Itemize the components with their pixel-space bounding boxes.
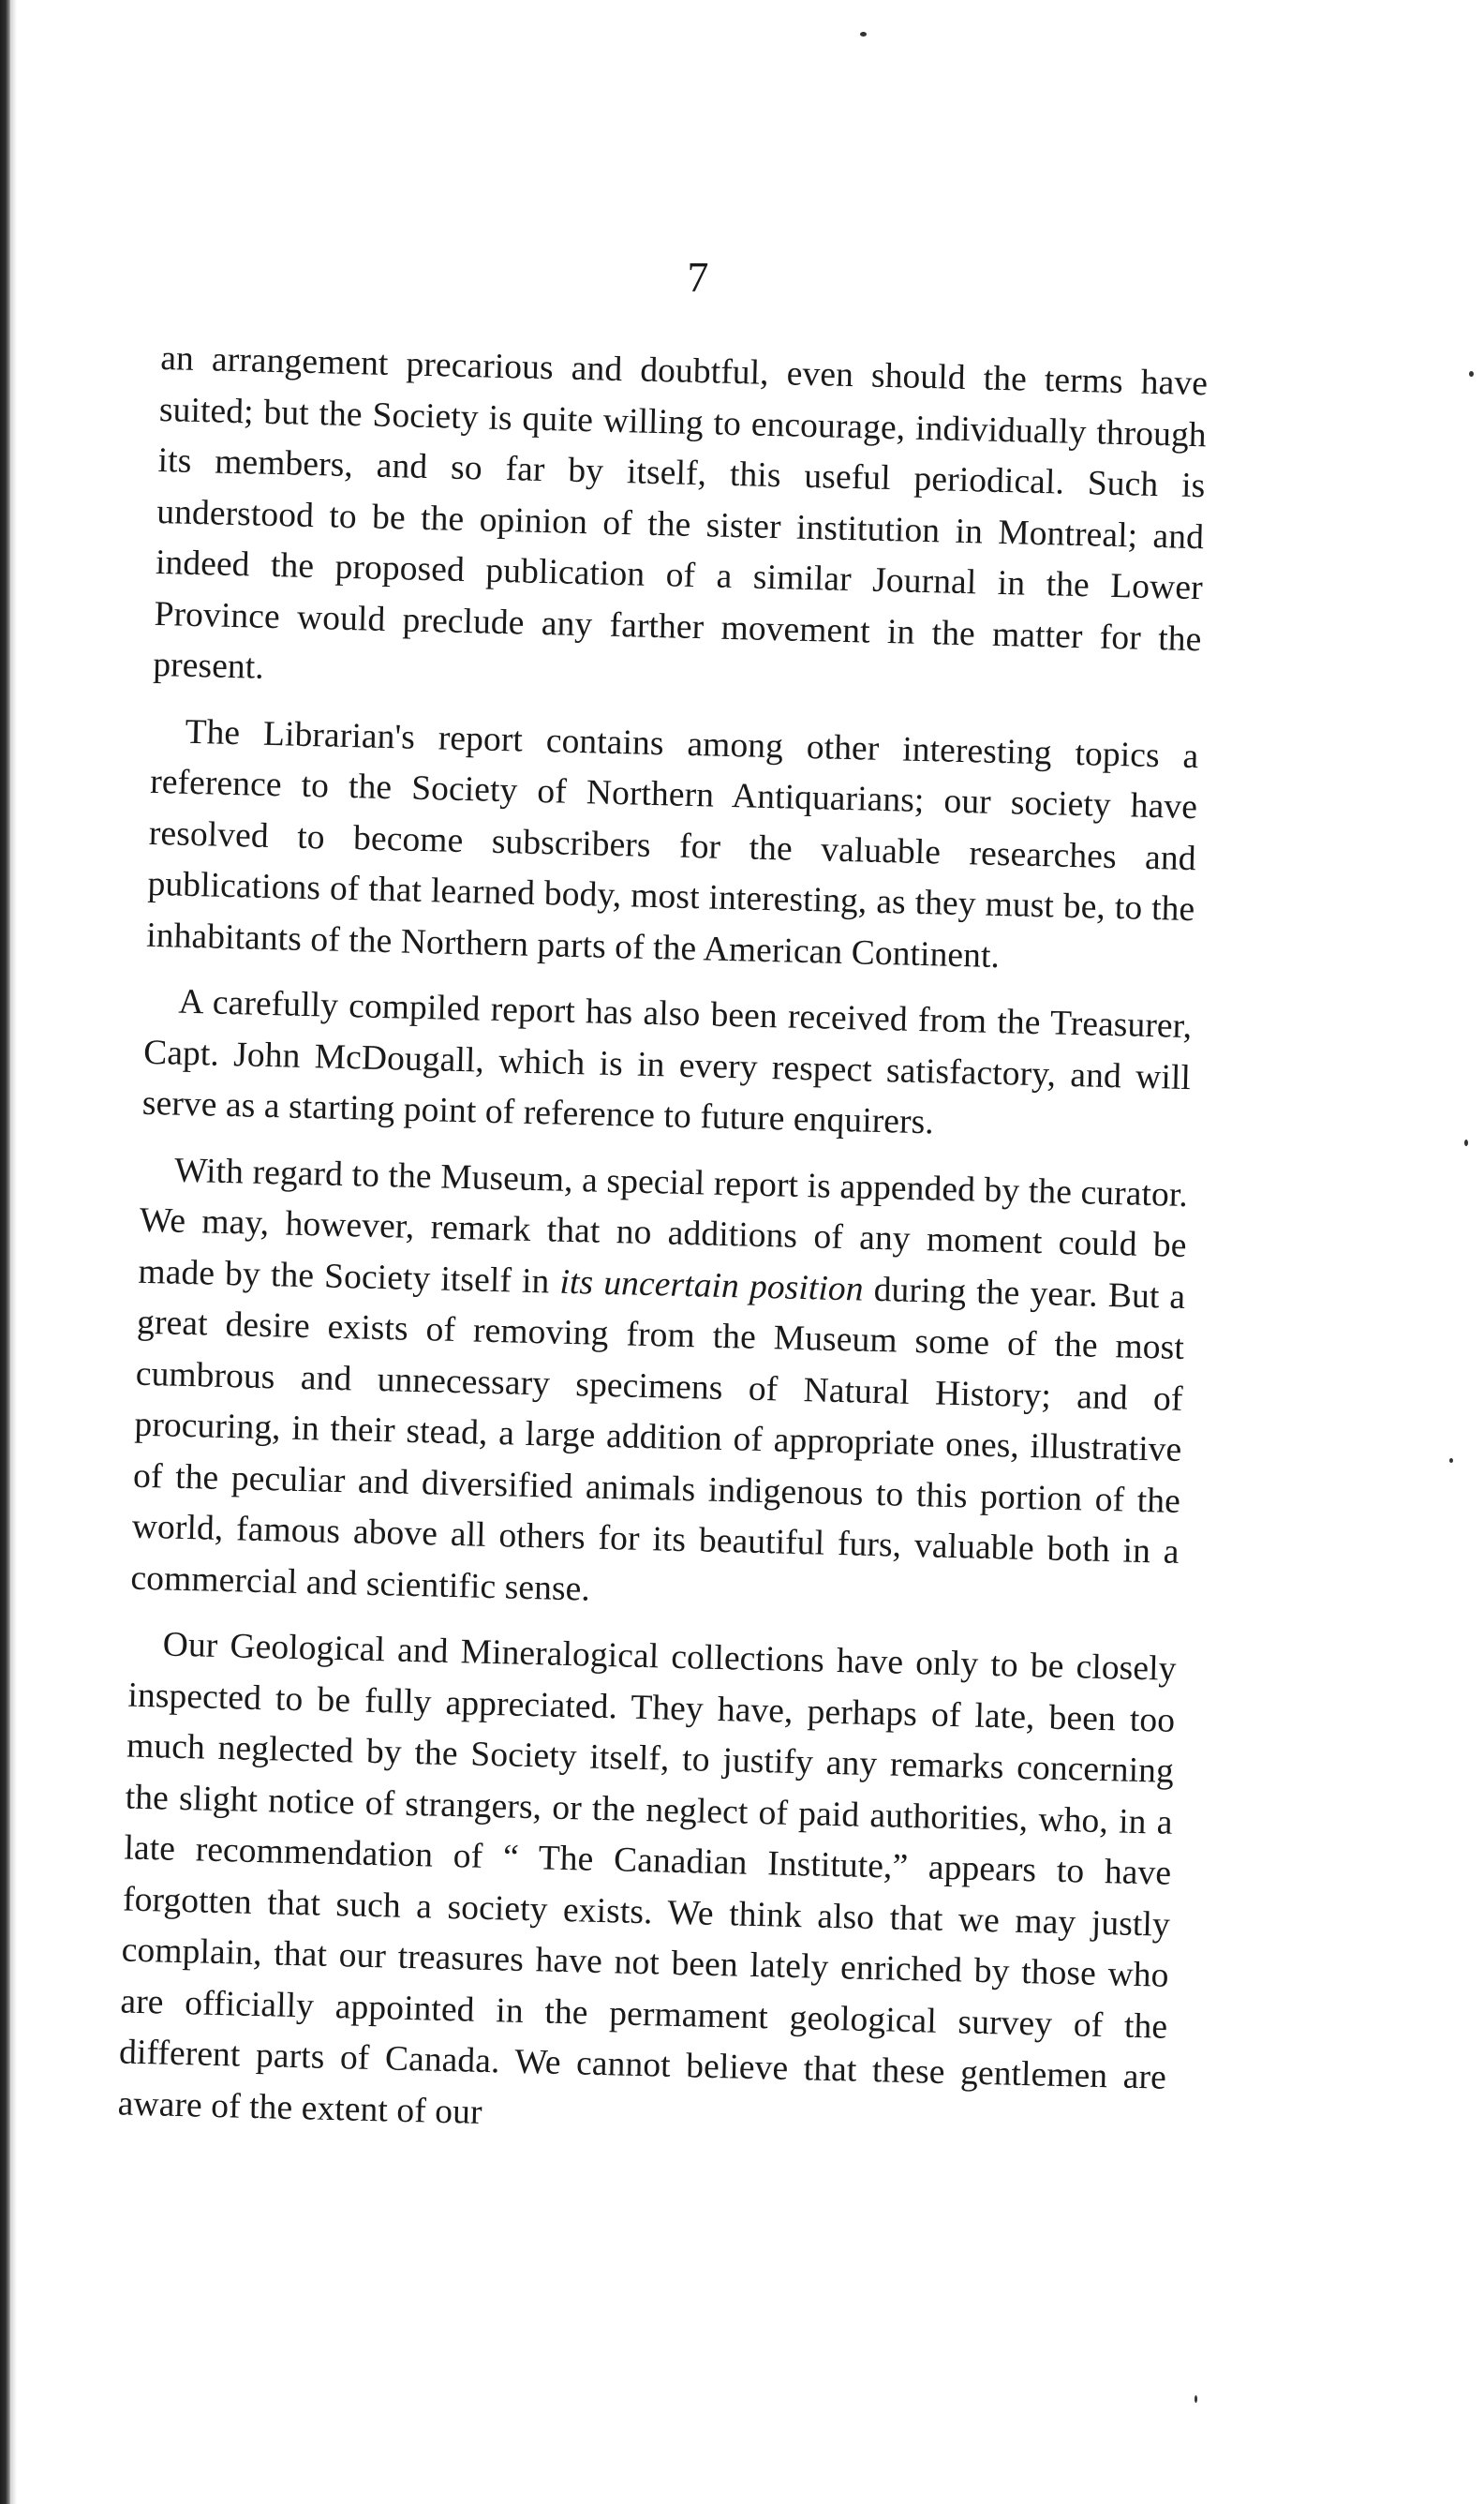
scan-speck bbox=[1195, 2395, 1197, 2403]
scan-speck bbox=[1449, 1458, 1453, 1463]
scan-binding-gradient bbox=[11, 0, 17, 2504]
paragraph-geological-collections: Our Geological and Mineralogical collections have only to be closely inspected to be fully appreciated. They have, perhaps of late, been too much neglected by the Society itself, to justify any remarks concerning the slight notice of strangers, or the neglect of paid authorities, who, in a late recommendation of “ The Canadian Institute,” appears to have forgotten that such a society exists. We think also that we may justly complain, that our treasures have not been lately enriched by those who are officially appointed in the permament geological survey of the different parts of Canada. We cannot believe that these gentlemen are aware of the extent of our bbox=[117, 1625, 1177, 2132]
museum-text-before: With regard to the Museum, a special report is appended by the curator. We may, however, remark that no additions of any moment could be made by the Society itself in bbox=[138, 1151, 1189, 1302]
museum-text-after: during the year. But a great desire exists of removing from the Museum some of the most cumbrous and unnecessary specimens of Natural History; and of procuring, in their stead, a large addition of appropriate ones, illustrative of the peculiar and diversified animals indigenous to this portion of the world, famous above all others for its beautiful furs, valuable both in a commercial and scientific sense. bbox=[130, 1270, 1186, 1609]
paragraph-periodical: an arrangement precarious and doubtful, even should the terms have suited; but the Society is quite willing to encourage, individually through its members, and so far by itself, this useful periodical. Such is understood to be the opinion of the sister institution in Montreal; and indeed the proposed publication of a similar Journal in the Lower Province would preclude any farther movement in the matter for the present. bbox=[152, 338, 1209, 687]
museum-text-emphasis: its uncertain position bbox=[559, 1262, 865, 1309]
paragraph-museum bbox=[130, 1144, 1189, 1630]
scan-speck bbox=[860, 32, 867, 37]
scan-speck bbox=[1469, 371, 1474, 377]
scan-speck bbox=[1464, 1140, 1468, 1146]
scan-binding-shadow bbox=[0, 0, 11, 2504]
body-text bbox=[117, 334, 1209, 2155]
paragraph-treasurer-report: A carefully compiled report has also been received from the Treasurer, Capt. John McDougall, which is in every respect satisfactory, and will serve as a starting point of reference to future enquirers. bbox=[141, 982, 1193, 1142]
page-number: 7 bbox=[687, 253, 709, 301]
paragraph-librarian-report: The Librarian's report contains among other interesting topics a reference to the Society of Northern Antiquarians; our society have resolved to become subscribers for the valuable researches and publications of that learned body, most interesting, as they must be, to the inhabitants of the Northern parts of the American Continent. bbox=[145, 712, 1199, 976]
